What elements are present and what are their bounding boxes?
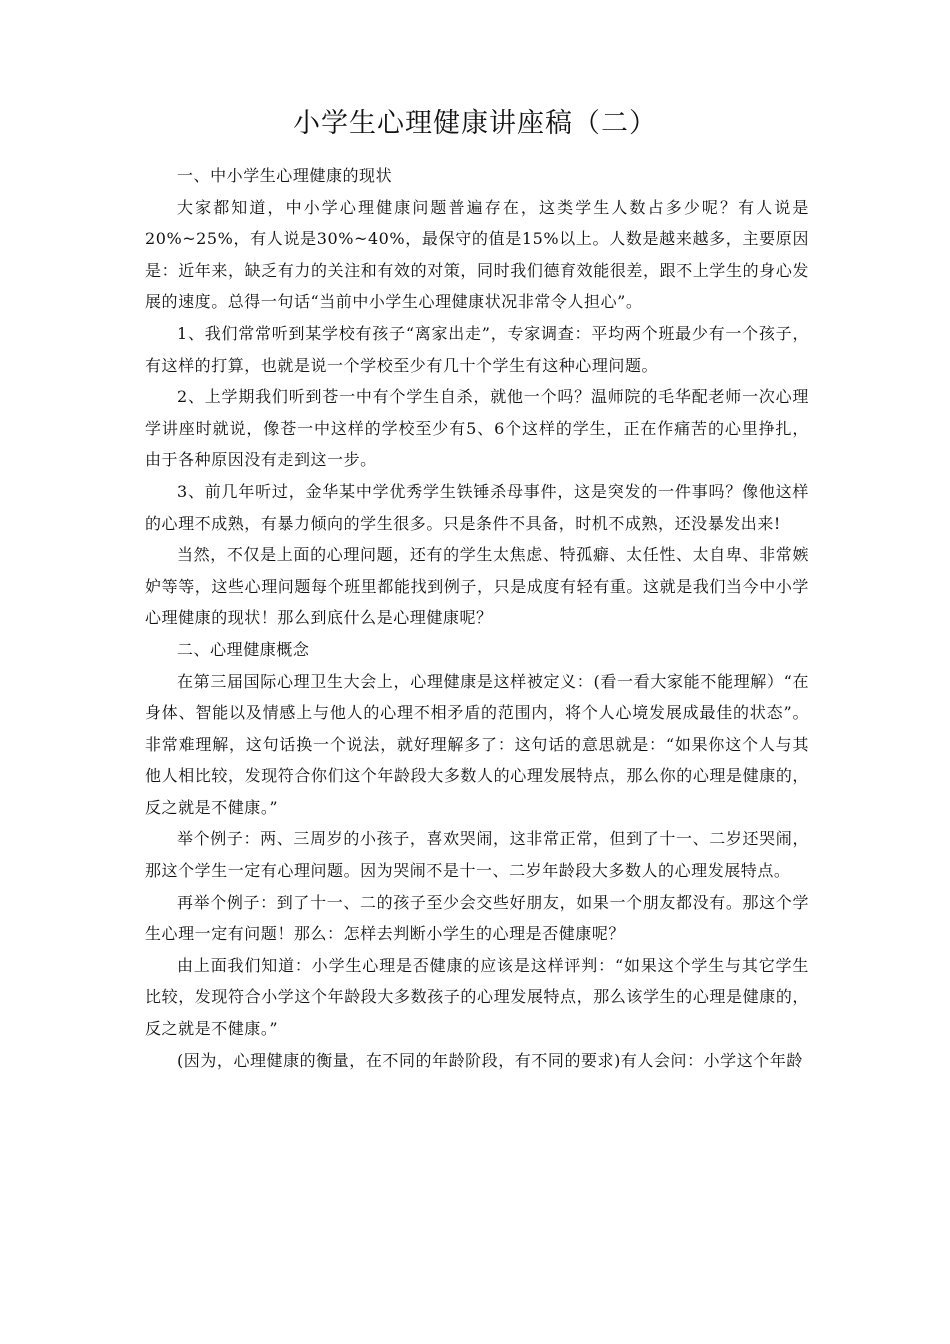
body-paragraph: 2、上学期我们听到苍一中有个学生自杀，就他一个吗？温师院的毛华配老师一次心理学讲座时就说，像苍一中这样的学校至少有5、6个这样的学生，正在作痛苦的心里挣扎，由于各种原因没有走到这一步。 — [145, 387, 809, 470]
body-paragraph: 大家都知道，中小学心理健康问题普遍存在，这类学生人数占多少呢？有人说是20%~25%，有人说是30%~40%，最保守的值是15%以上。人数是越来越多，主要原因是：近年来，缺乏有力的关注和有效的对策，同时我们德育效能很差，跟不上学生的身心发展的速度。总得一句话“当前中小学生心理健康状况非常令人担心”。 — [145, 197, 809, 312]
document-title: 小学生心理健康讲座稿（二） — [293, 108, 657, 139]
document-body — [145, 160, 809, 1076]
body-paragraph: 由上面我们知道：小学生心理是否健康的应该是这样评判：“如果这个学生与其它学生比较，发现符合小学这个年龄段大多数孩子的心理发展特点，那么该学生的心理是健康的，反之就是不健康。” — [145, 955, 809, 1039]
body-paragraph: 1、我们常常听到某学校有孩子“离家出走”，专家调查：平均两个班最少有一个孩子，有这样的打算，也就是说一个学校至少有几十个学生有这种心理问题。 — [145, 323, 809, 375]
body-paragraph: 在第三届国际心理卫生大会上，心理健康是这样被定义：(看一看大家能不能理解）“在身体、智能以及情感上与他人的心理不相矛盾的范围内，将个人心境发展成最佳的状态”。非常难理解，这句话换一个说法，就好理解多了：这句话的意思就是：“如果你这个人与其他人相比较，发现符合你们这个年龄段大多数人的心理发展特点，那么你的心理是健康的，反之就是不健康。” — [145, 671, 809, 817]
section-heading-1: 一、中小学生心理健康的现状 — [177, 166, 393, 185]
body-paragraph: 3、前几年听过，金华某中学优秀学生铁锤杀母事件，这是突发的一件事吗？像他这样的心理不成熟，有暴力倾向的学生很多。只是条件不具备，时机不成熟，还没暴发出来! — [145, 481, 809, 533]
body-paragraph: (因为，心理健康的衡量，在不同的年龄阶段，有不同的要求)有人会问：小学这个年龄 — [177, 1050, 803, 1070]
body-paragraph: 再举个例子：到了十一、二的孩子至少会交些好朋友，如果一个朋友都没有。那这个学生心理一定有问题！那么：怎样去判断小学生的心理是否健康呢？ — [145, 892, 809, 944]
body-paragraph: 当然，不仅是上面的心理问题，还有的学生太焦虑、特孤癖、太任性、太自卑、非常嫉妒等等，这些心理问题每个班里都能找到例子，只是成度有轻有重。这就是我们当今中小学心理健康的现状！那么到底什么是心理健康呢？ — [145, 545, 809, 628]
section-heading-2: 二、心理健康概念 — [177, 639, 310, 659]
body-paragraph: 举个例子：两、三周岁的小孩子，喜欢哭闹，这非常正常，但到了十一、二岁还哭闹，那这个学生一定有心理问题。因为哭闹不是十一、二岁年龄段大多数人的心理发展特点。 — [145, 829, 809, 881]
